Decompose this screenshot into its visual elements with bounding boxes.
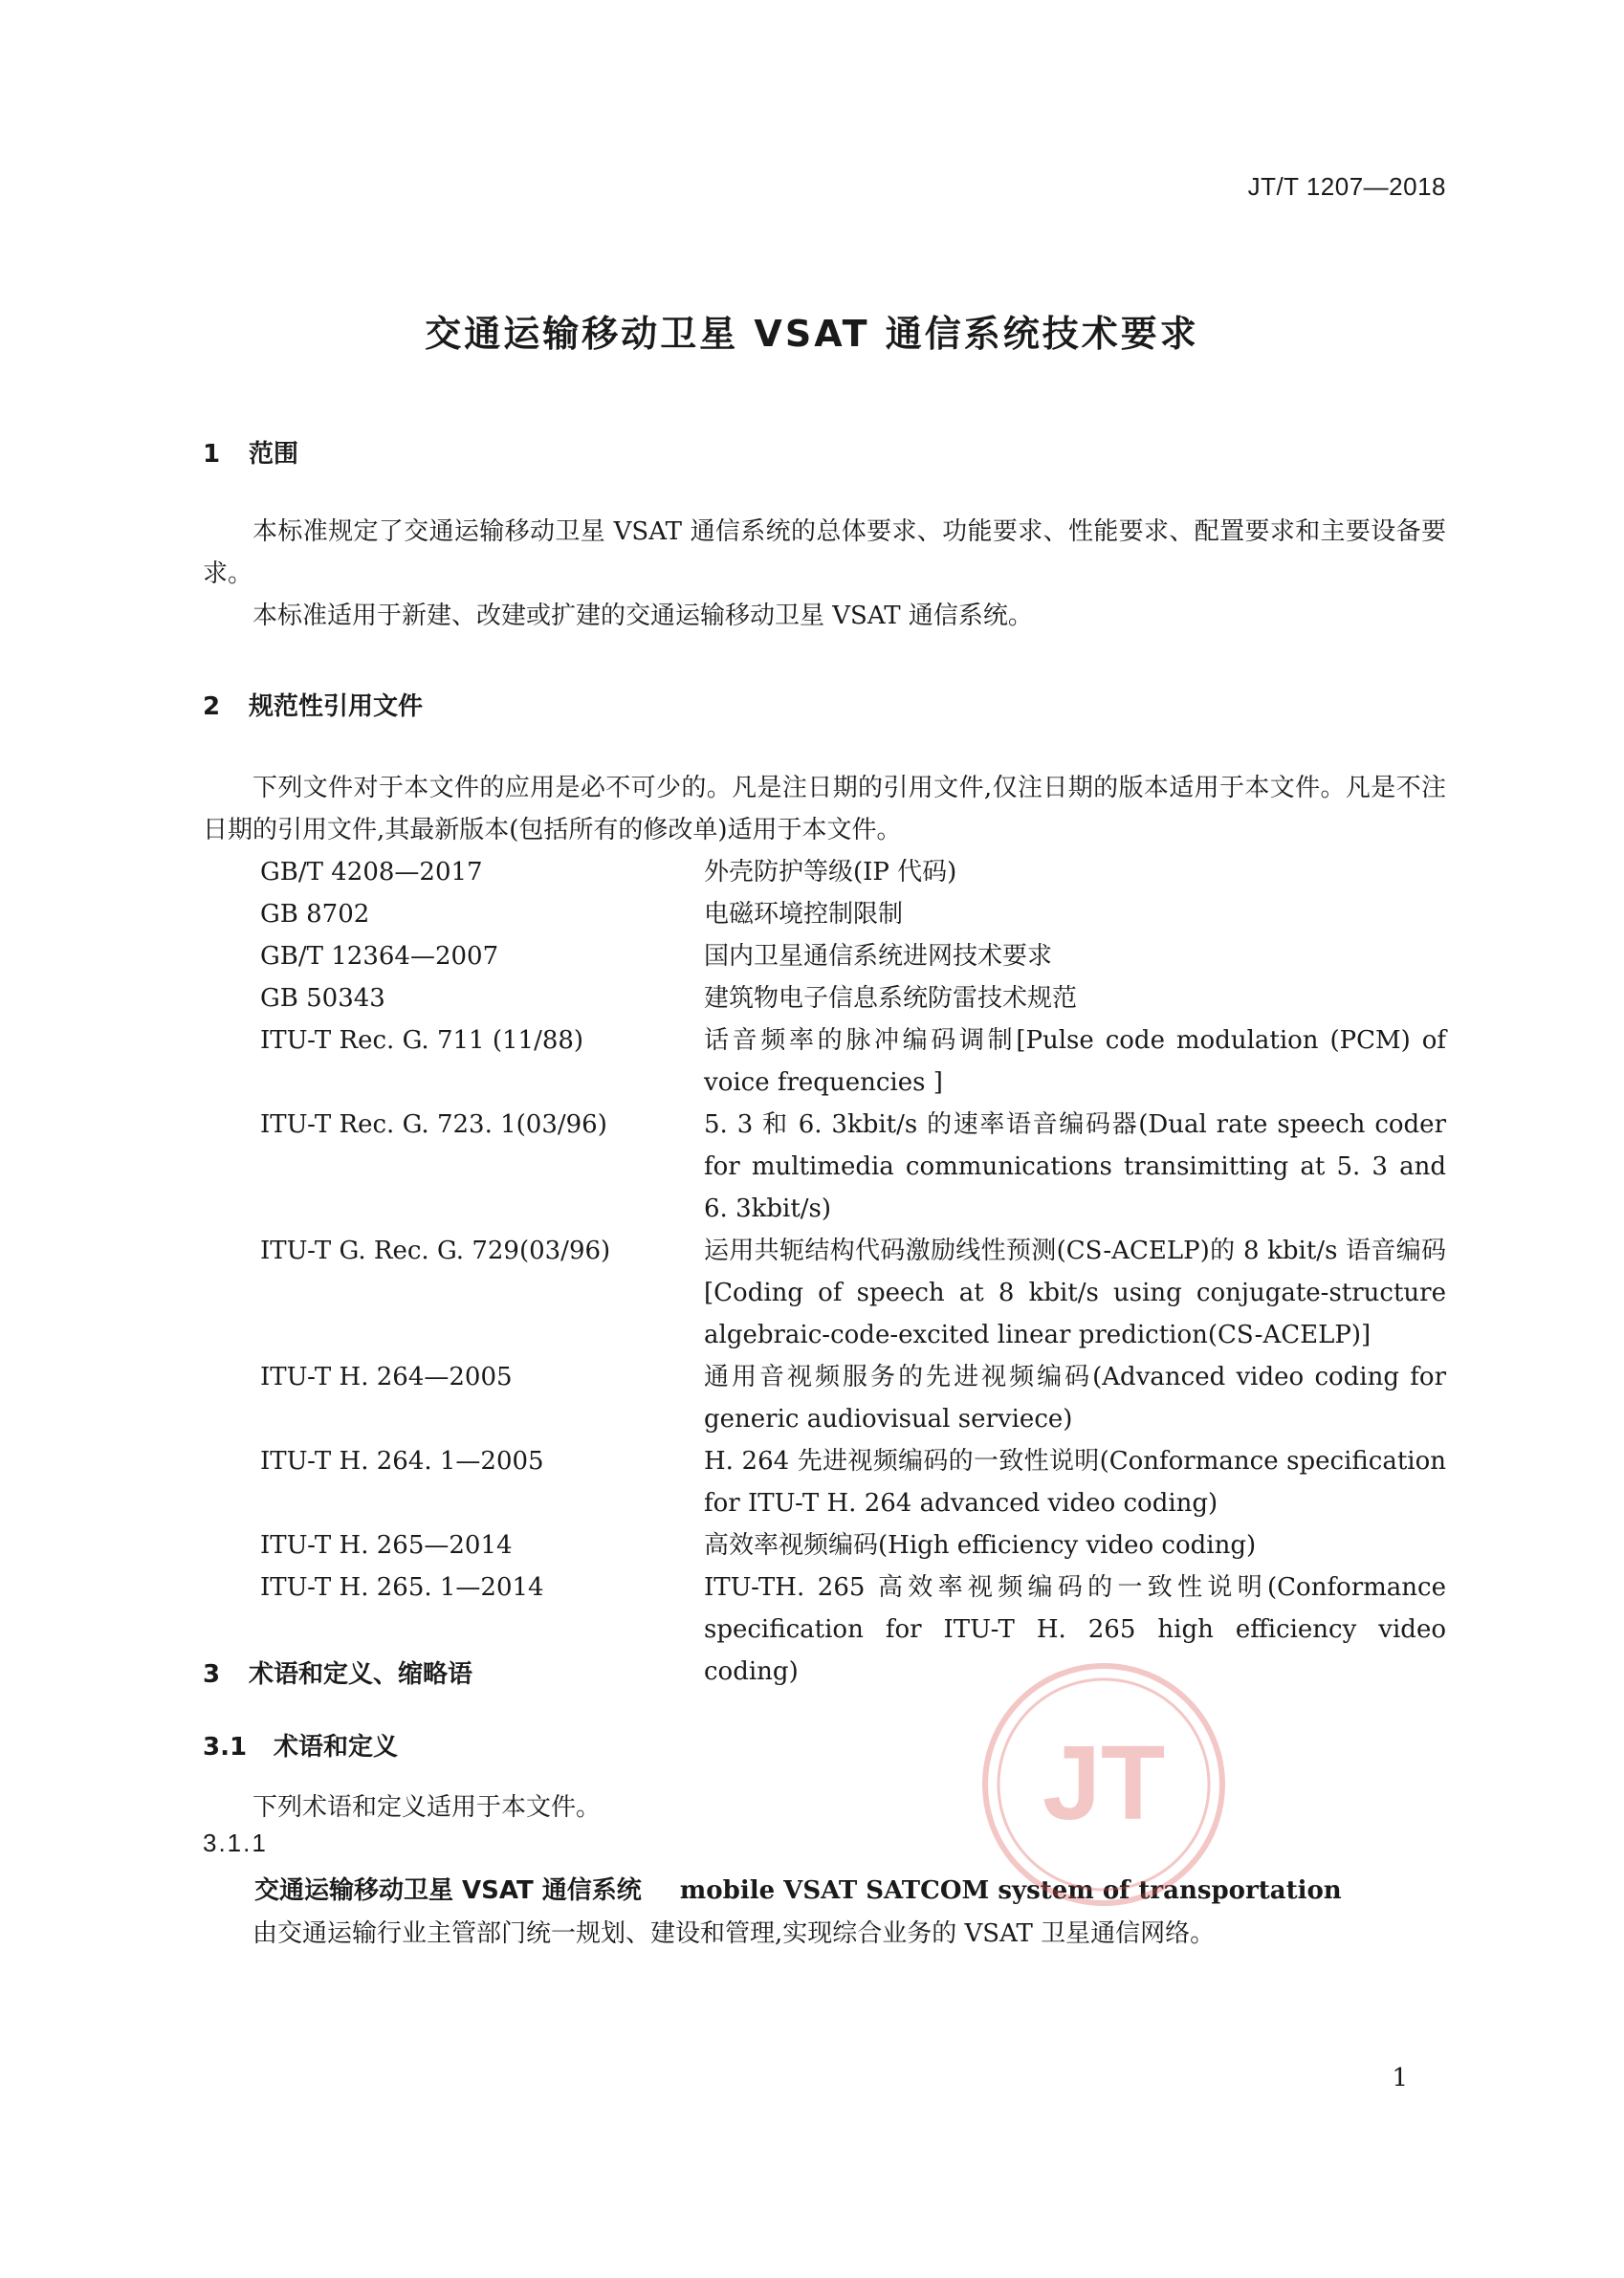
reference-code: ITU-T H. 265—2014 (260, 1531, 513, 1560)
terms-intro: 下列术语和定义适用于本文件。 (252, 1793, 602, 1822)
reference-title: 电磁环境控制限制 (704, 900, 904, 929)
reference-title: 高效率视频编码(High efficiency video coding) (704, 1531, 1257, 1560)
section-3-1-heading (203, 1727, 398, 1763)
term-number: 3.1.1 (203, 1829, 268, 1857)
reference-item (260, 1440, 1446, 1524)
references-intro: 下列文件对于本文件的应用是必不可少的。凡是注日期的引用文件,仅注日期的版本适用于本文件。凡是不注日期的引用文件,其最新版本(包括所有的修改单)适用于本文件。 (203, 774, 1446, 844)
section-title: 范围 (249, 440, 299, 469)
reference-title: 建筑物电子信息系统防雷技术规范 (704, 984, 1078, 1013)
reference-code: GB/T 4208—2017 (260, 858, 483, 887)
term-definition: 由交通运输行业主管部门统一规划、建设和管理,实现综合业务的 VSAT 卫星通信网络。 (252, 1919, 1216, 1948)
reference-code: GB/T 12364—2007 (260, 942, 499, 971)
standard-number: JT/T 1207—2018 (1247, 172, 1446, 201)
seal-text: JT (1042, 1724, 1166, 1842)
section-number: 1 (203, 440, 221, 469)
page-number: 1 (1392, 2064, 1408, 2092)
reference-title: 5. 3 和 6. 3kbit/s 的速率语音编码器(Dual rate speech coder for multimedia communications transimitting at 5. 3 and 6. 3kbit/s) (704, 1110, 1446, 1223)
reference-title: 外壳防护等级(IP 代码) (704, 858, 957, 887)
normative-references-list (260, 851, 1446, 1693)
section-number: 3 (203, 1660, 221, 1689)
reference-code: ITU-T Rec. G. 711 (11/88) (260, 1026, 584, 1055)
reference-title: 国内卫星通信系统进网技术要求 (704, 942, 1053, 971)
reference-item (260, 1356, 1446, 1440)
section-number: 2 (203, 692, 221, 721)
document-title: 交通运输移动卫星 VSAT 通信系统技术要求 (425, 313, 1199, 355)
reference-title: 运用共轭结构代码激励线性预测(CS-ACELP)的 8 kbit/s 语音编码[Coding of speech at 8 kbit/s using conjugate-structure algebraic-code-excited linear prediction(CS-ACELP)] (704, 1237, 1446, 1349)
reference-item (260, 935, 1446, 977)
reference-code: ITU-T G. Rec. G. 729(03/96) (260, 1237, 611, 1265)
reference-title: 话音频率的脉冲编码调制[Pulse code modulation (PCM) of voice frequencies ] (704, 1026, 1446, 1097)
reference-item (260, 1524, 1446, 1566)
reference-title: 通用音视频服务的先进视频编码(Advanced video coding for generic audiovisual serviece) (704, 1363, 1446, 1434)
term-english: mobile VSAT SATCOM system of transportation (679, 1876, 1342, 1905)
reference-code: GB 50343 (260, 984, 385, 1013)
reference-title: ITU-TH. 265 高效率视频编码的一致性说明(Conformance specification for ITU-T H. 265 high efficiency video coding) (704, 1573, 1446, 1686)
scope-paragraph-1: 本标准规定了交通运输移动卫星 VSAT 通信系统的总体要求、功能要求、性能要求、配置要求和主要设备要求。 (203, 517, 1446, 588)
reference-code: ITU-T H. 265. 1—2014 (260, 1573, 544, 1602)
reference-title: H. 264 先进视频编码的一致性说明(Conformance specification for ITU-T H. 264 advanced video coding) (704, 1447, 1446, 1518)
section-3-heading (203, 1654, 472, 1690)
reference-code: ITU-T H. 264. 1—2005 (260, 1447, 544, 1476)
term-chinese: 交通运输移动卫星 VSAT 通信系统 (254, 1876, 642, 1905)
section-2-heading (203, 687, 423, 722)
section-title: 术语和定义、缩略语 (249, 1660, 473, 1689)
reference-item (260, 893, 1446, 935)
reference-item (260, 1230, 1446, 1356)
scope-paragraph-2: 本标准适用于新建、改建或扩建的交通运输移动卫星 VSAT 通信系统。 (252, 602, 1033, 630)
reference-item (260, 851, 1446, 893)
reference-item (260, 977, 1446, 1019)
jt-seal-watermark (977, 1658, 1230, 1911)
reference-code: GB 8702 (260, 900, 370, 929)
reference-code: ITU-T H. 264—2005 (260, 1363, 513, 1391)
section-number: 3.1 (203, 1733, 248, 1762)
reference-item (260, 1019, 1446, 1104)
reference-code: ITU-T Rec. G. 723. 1(03/96) (260, 1110, 607, 1139)
section-title: 规范性引用文件 (249, 692, 424, 721)
section-title: 术语和定义 (274, 1733, 399, 1762)
section-1-heading (203, 434, 298, 470)
reference-item (260, 1104, 1446, 1230)
